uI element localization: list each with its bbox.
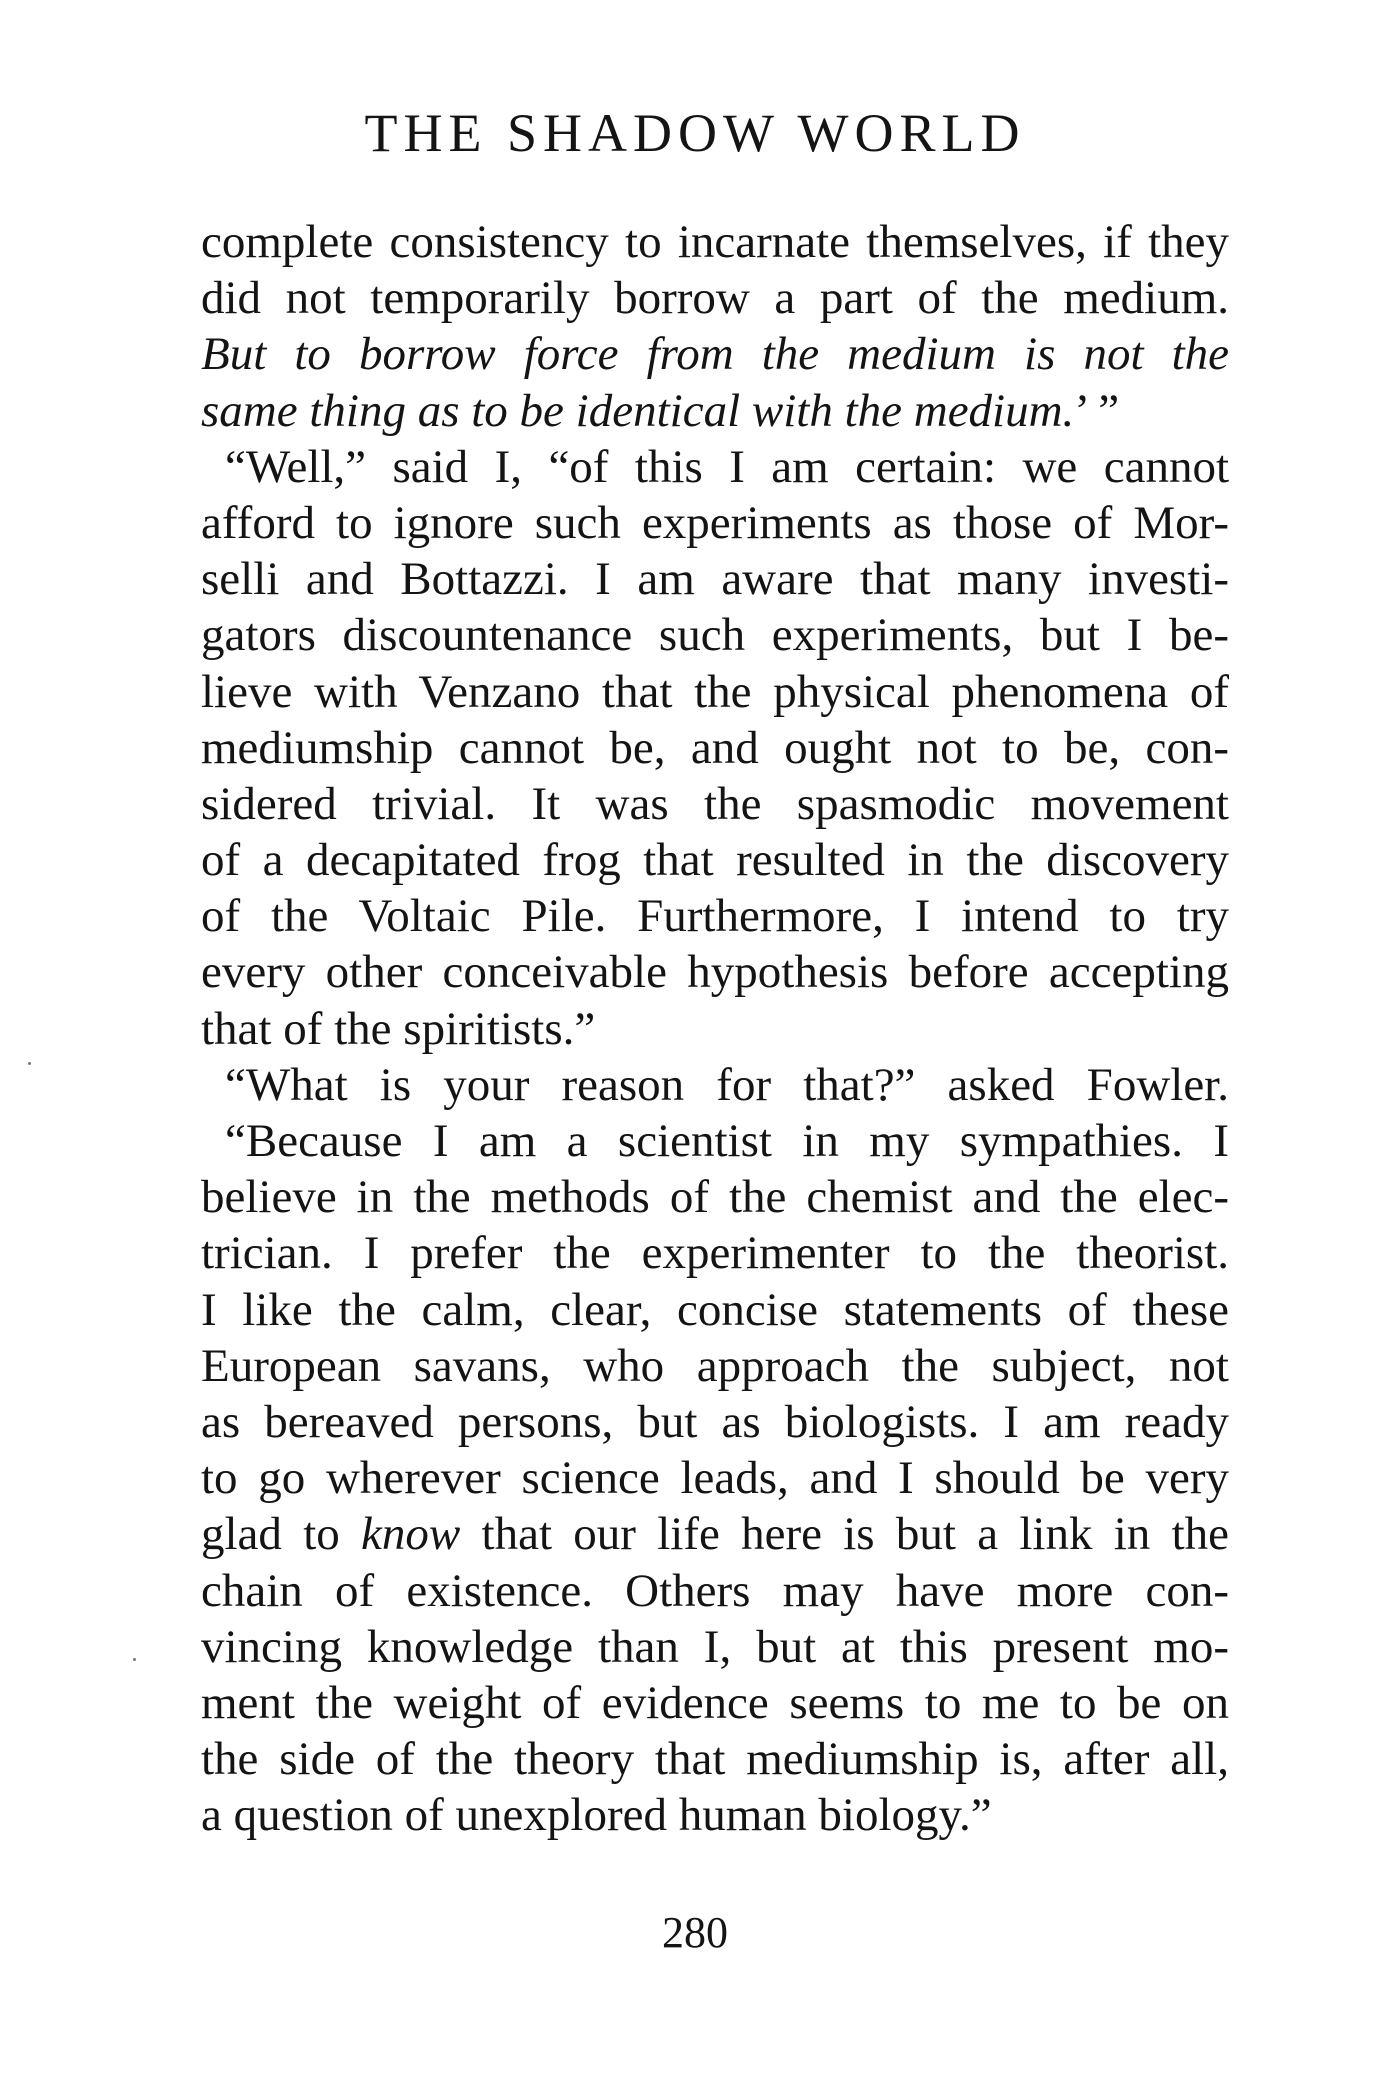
scan-speck xyxy=(133,1658,136,1661)
text-line: vincing knowledge than I, but at this present mo- xyxy=(201,1620,1229,1673)
text-line: gators discountenance such experiments, but I be- xyxy=(201,609,1229,662)
text-line: chain of existence. Others may have more con- xyxy=(201,1564,1229,1617)
text-line: lieve with Venzano that the physical phenomena of xyxy=(201,665,1229,718)
text-line: that of the spiritists.” xyxy=(201,1002,596,1055)
text-line: of the Voltaic Pile. Furthermore, I intend to try xyxy=(201,890,1229,943)
text-line: I like the calm, clear, concise statements of these xyxy=(201,1283,1229,1336)
text-line: glad to know that our life here is but a link in the xyxy=(201,1508,1229,1561)
running-head: THE SHADOW WORLD xyxy=(364,103,1026,163)
text-line: European savans, who approach the subject, not xyxy=(201,1339,1229,1392)
paragraph-start: “Well,” said I, “of this I am certain: we cannot xyxy=(225,440,1229,493)
text-line: to go wherever science leads, and I should be very xyxy=(201,1452,1229,1505)
text-line: believe in the methods of the chemist and the elec- xyxy=(201,1171,1229,1224)
paragraph-start: “What is your reason for that?” asked Fowler. xyxy=(225,1058,1229,1111)
text-line: trician. I prefer the experimenter to the theorist. xyxy=(201,1227,1229,1280)
body-text xyxy=(201,214,1229,1843)
text-line: as bereaved persons, but as biologists. I am ready xyxy=(201,1395,1229,1448)
scan-speck xyxy=(28,1062,31,1065)
text-line: ment the weight of evidence seems to me to be on xyxy=(201,1676,1229,1729)
page-number: 280 xyxy=(662,1908,728,1957)
text-line: same thing as to be identical with the medium.’ ” xyxy=(201,384,1120,437)
text-line: of a decapitated frog that resulted in the discovery xyxy=(201,834,1229,887)
text-line: But to borrow force from the medium is not the xyxy=(201,328,1229,381)
text-line: the side of the theory that mediumship is, after all, xyxy=(201,1733,1229,1786)
text-line: did not temporarily borrow a part of the medium. xyxy=(201,272,1229,325)
text-line: a question of unexplored human biology.” xyxy=(201,1789,992,1842)
text-line: sidered trivial. It was the spasmodic movement xyxy=(201,777,1229,830)
text-line: every other conceivable hypothesis before accepting xyxy=(201,946,1229,999)
text-line: afford to ignore such experiments as those of Mor- xyxy=(201,496,1229,549)
text-line: mediumship cannot be, and ought not to be, con- xyxy=(201,721,1229,774)
paragraph-start: “Because I am a scientist in my sympathies. I xyxy=(225,1115,1229,1167)
text-line: selli and Bottazzi. I am aware that many investi- xyxy=(201,553,1229,606)
text-line: complete consistency to incarnate themselves, if they xyxy=(201,216,1229,268)
